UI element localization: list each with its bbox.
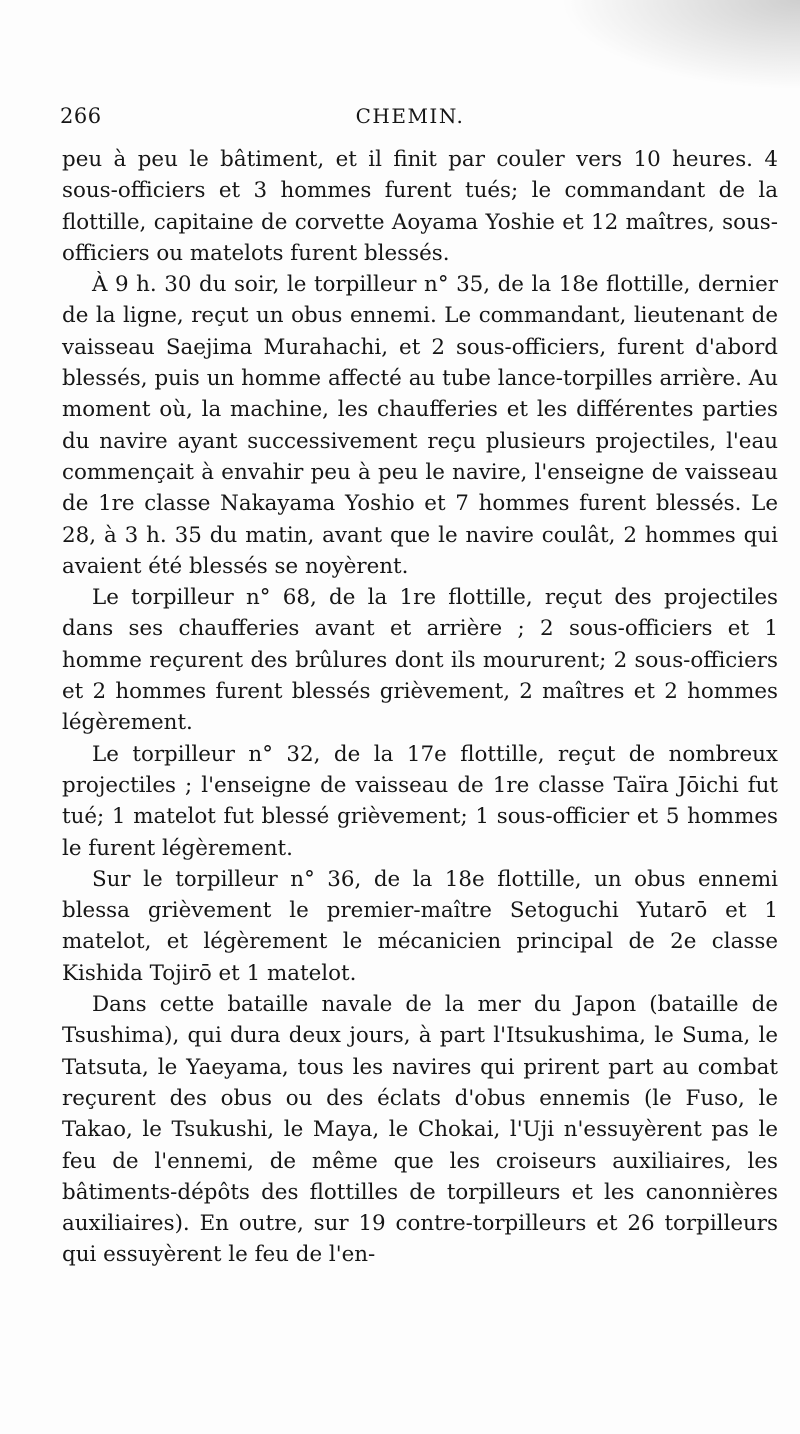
paragraph-4: Le torpilleur n° 32, de la 17e flottille, reçut de nombreux projectiles ; l'enseigne de vaisseau de 1re classe Taïra Jōichi fut tué; 1 matelot fut blessé grièvement; 1 sous-officier et 5 hommes le furent légèrement. — [62, 741, 778, 861]
paragraph-5: Sur le torpilleur n° 36, de la 18e flottille, un obus ennemi blessa grièvement le premier-maître Setoguchi Yutarō et 1 matelot, et légèrement le mécanicien principal de 2e classe Kishida Tojirō et 1 matelot. — [62, 866, 778, 986]
paragraph-2: À 9 h. 30 du soir, le torpilleur n° 35, de la 18e flottille, dernier de la ligne, reçut un obus ennemi. Le commandant, lieutenant de vaisseau Saejima Murahachi, et 2 sous-officiers, furent d'abord blessés, puis un homme affecté au tube lance-torpilles arrière. Au moment où, la machine, les chaufferies et les différentes parties du navire ayant successivement reçu plusieurs projectiles, l'eau commençait à envahir peu à peu le navire, l'enseigne de vaisseau de 1re classe Nakayama Yoshio et 7 hommes furent blessés. Le 28, à 3 h. 35 du matin, avant que le navire coulât, 2 hommes qui avaient été blessés se noyèrent. — [62, 272, 778, 579]
paragraph-6: Dans cette bataille navale de la mer du Japon (bataille de Tsushima), qui dura deux jours, à part l'Itsukushima, le Suma, le Tatsuta, le Yaeyama, tous les navires qui prirent part au combat reçurent des obus ou des éclats d'obus ennemis (le Fuso, le Takao, le Tsukushi, le Maya, le Chokai, l'Uji n'essuyèrent pas le feu de l'ennemi, de même que les croiseurs auxiliaires, les bâtiments-dépôts des flottilles de torpilleurs et les canonnières auxiliaires). En outre, sur 19 contre-torpilleurs et 26 torpilleurs qui essuyèrent le feu de l'en- — [62, 992, 778, 1268]
paragraph-3: Le torpilleur n° 68, de la 1re flottille, reçut des projectiles dans ses chaufferies avant et arrière ; 2 sous-officiers et 1 homme reçurent des brûlures dont ils moururent; 2 sous-officiers et 2 hommes furent blessés grièvement, 2 maîtres et 2 hommes légèrement. — [62, 585, 778, 736]
text-body — [62, 144, 778, 1271]
page-header — [60, 104, 760, 138]
page-number: 266 — [60, 104, 102, 128]
paragraph-1: peu à peu le bâtiment, et il finit par couler vers 10 heures. 4 sous-officiers et 3 hommes furent tués; le commandant de la flottille, capitaine de corvette Aoyama Yoshie et 12 maîtres, sous-officiers ou matelots furent blessés. — [62, 147, 778, 266]
running-head: CHEMIN. — [355, 104, 465, 128]
scan-shadow — [560, 0, 800, 90]
